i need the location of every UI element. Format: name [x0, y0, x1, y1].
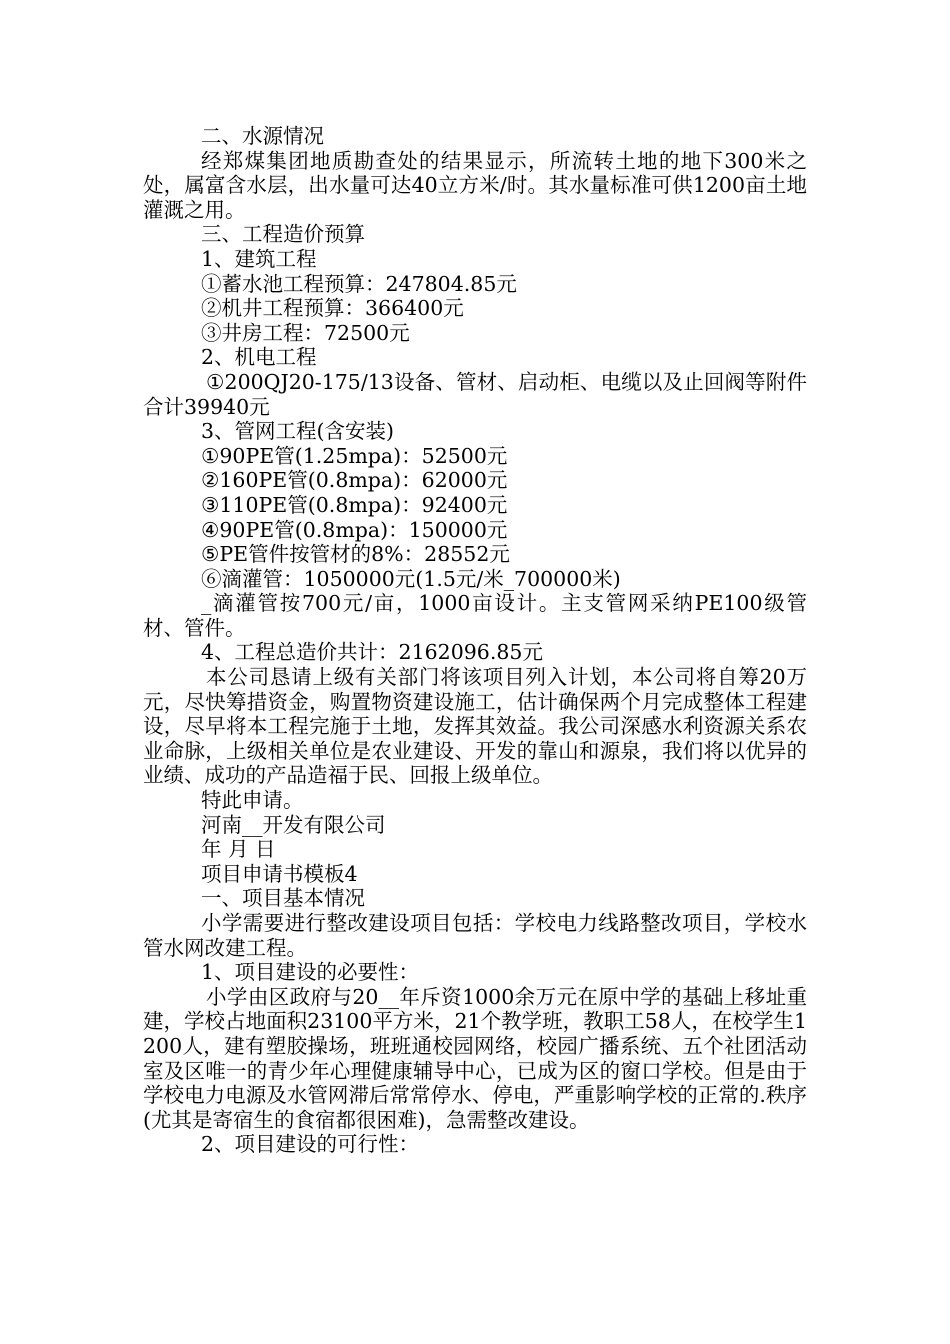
item-total-cost: 4、工程总造价共计：2162096.85元	[201, 640, 543, 665]
section-heading-cost-budget: 三、工程造价预算	[201, 222, 365, 247]
item-equipment: ①200QJ20-175/13设备、管材、启动柜、电缆以及止回阀等附件合计39940元	[143, 369, 807, 419]
paragraph-project-scope: 小学需要进行整改建设项目包括：学校电力线路整改项目，学校水管水网改建工程。	[143, 911, 807, 960]
item-pipe-fittings: ⑤PE管件按管材的8%：28552元	[201, 542, 510, 567]
template-title: 项目申请书模板4	[201, 861, 358, 886]
item-well: ②机井工程预算：366400元	[201, 296, 464, 321]
paragraph-water-source: 经郑煤集团地质勘查处的结果显示，所流转土地的地下300米之处，属富含水层，出水量可达40立方米/时。其水量标准可供1200亩土地灌溉之用。	[143, 148, 807, 222]
closing-request: 特此申请。	[201, 788, 304, 813]
section-heading-basic-info: 一、项目基本情况	[201, 886, 365, 911]
item-well-house: ③井房工程：72500元	[201, 320, 410, 345]
subheading-mechanical: 2、机电工程	[201, 345, 317, 370]
subheading-pipe-network: 3、管网工程(含安装)	[201, 419, 395, 444]
item-pipe-90pe: ①90PE管(1.25mpa)：52500元	[201, 443, 508, 468]
section-heading-water-source: 二、水源情况	[201, 124, 324, 148]
paragraph-request: 本公司恳请上级有关部门将该项目列入计划，本公司将自筹20万元，尽快筹措资金，购置物资建设施工，估计确保两个月完成整体工程建设，尽早将本工程完施于土地，发挥其效益。我公司深感水利资源关系农业命脉，上级相关单位是农业建设、开发的靠山和源泉，我们将以优异的业绩、成功的产品造福于民、回报上级单位。	[143, 665, 807, 788]
subheading-feasibility: 2、项目建设的可行性：	[201, 1132, 420, 1157]
item-pipe-160pe: ②160PE管(0.8mpa)：62000元	[201, 468, 508, 493]
paragraph-drip-design: _滴灌管按700元/亩，1000亩设计。主支管网采纳PE100级管材、管件。	[143, 591, 807, 640]
paragraph-necessity: 小学由区政府与20__年斥资1000余万元在原中学的基础上移址重建，学校占地面积23100平方米，21个教学班，教职工58人，在校学生1200人，建有塑胶操场，班班通校园网络，校园广播系统、五个社团活动室及区唯一的青少年心理健康辅导中心，已成为区的窗口学校。但是由于学校电力电源及水管网滞后常常停水、停电，严重影响学校的正常的.秩序(尤其是寄宿生的食宿都很困难)，急需整改建设。	[143, 984, 807, 1132]
date-line: 年 月 日	[201, 837, 276, 862]
item-reservoir: ①蓄水池工程预算：247804.85元	[201, 271, 517, 296]
document-body	[143, 124, 807, 1157]
item-pipe-90pe-08: ④90PE管(0.8mpa)：150000元	[201, 517, 508, 542]
company-signature: 河南__开发有限公司	[201, 812, 386, 837]
subheading-necessity: 1、项目建设的必要性：	[201, 960, 420, 985]
item-pipe-110pe: ③110PE管(0.8mpa)：92400元	[201, 492, 508, 517]
subheading-construction: 1、建筑工程	[201, 246, 317, 271]
item-drip-pipe: ⑥滴灌管：1050000元(1.5元/米_700000米)	[201, 566, 621, 591]
